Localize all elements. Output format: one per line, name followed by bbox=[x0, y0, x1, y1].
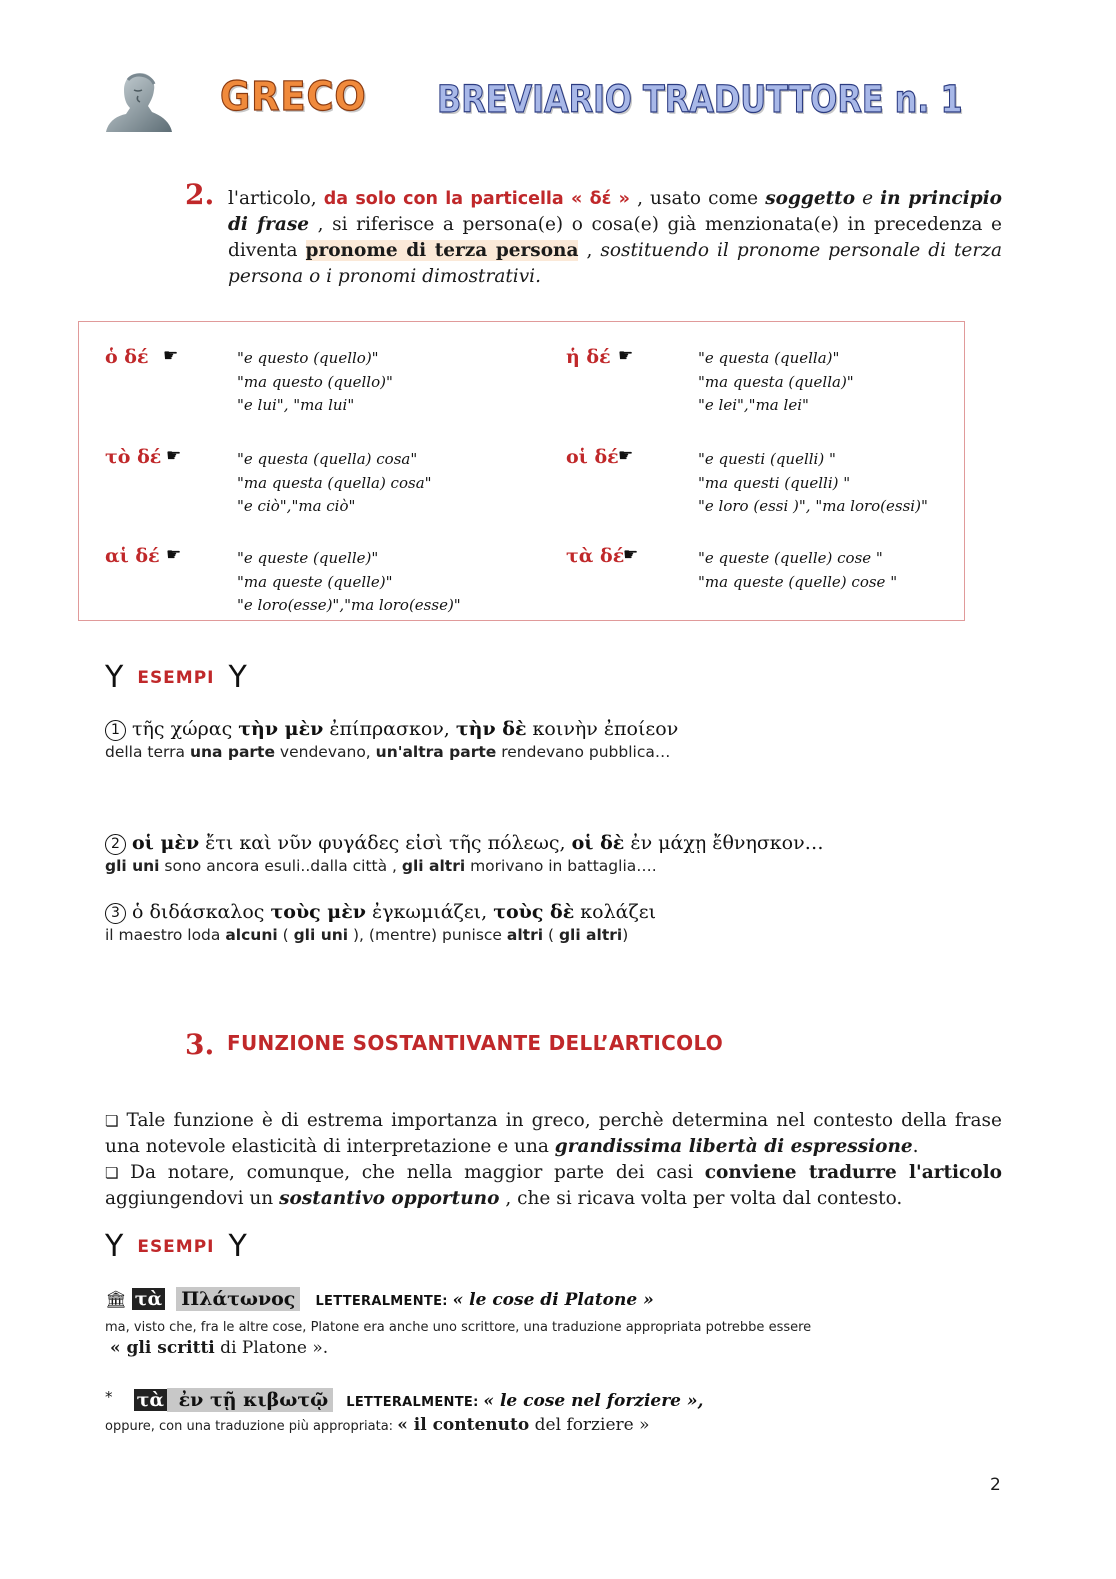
example-kibotos: * τὰ ἐν τῇ κιβωτῷ LETTERALMENTE: « le cose nel forziere », bbox=[105, 1388, 704, 1411]
translation: "e queste (quelle) cose " bbox=[698, 549, 883, 567]
section-3-number: 3. bbox=[185, 1028, 215, 1061]
emphasis: gli uni bbox=[105, 857, 160, 875]
principio-term: in principio di frase bbox=[228, 188, 1003, 235]
example-italian bbox=[105, 857, 824, 875]
emphasis: altri bbox=[506, 926, 544, 944]
text: l'articolo, bbox=[228, 188, 324, 209]
pronome-term: pronome di terza persona bbox=[305, 240, 579, 261]
text: rendevano pubblica… bbox=[496, 743, 671, 761]
emphasis: conviene tradurre l'articolo bbox=[704, 1162, 1003, 1183]
text: ( bbox=[543, 926, 559, 944]
translation-block bbox=[237, 347, 393, 418]
text: , si riferisce a persona(e) o cosa(e) già menzionata(e) in precedenza e diventa bbox=[228, 214, 1002, 261]
esempi-label: ESEMPI bbox=[137, 1237, 215, 1257]
paragraph-1 bbox=[105, 1108, 1002, 1160]
gk-article: αἱ δέ bbox=[105, 545, 160, 567]
text: « bbox=[110, 1338, 127, 1358]
particle-phrase: da solo con la particella « δέ » bbox=[323, 189, 630, 209]
text: ὁ διδάσκαλος bbox=[132, 901, 271, 923]
example-italian bbox=[105, 926, 656, 944]
translation: "e queste (quelle)" bbox=[237, 549, 379, 567]
text: . bbox=[912, 1136, 919, 1157]
emphasis: gli altri bbox=[401, 857, 466, 875]
checkbox-bullet-icon: ❏ bbox=[105, 1164, 119, 1182]
text: , bbox=[578, 240, 601, 261]
emphasis: οἱ μὲν bbox=[132, 832, 200, 854]
emphasis: τὴν μὲν bbox=[238, 718, 324, 740]
translation-block bbox=[237, 448, 432, 519]
text: sostituendo il pronome personale di terza persona o i pronomi dimostrativi. bbox=[228, 240, 1002, 287]
emphasis: grandissima libertà di espressione bbox=[554, 1136, 913, 1157]
text: , che si ricava volta per volta dal contesto. bbox=[499, 1188, 903, 1209]
translation-block bbox=[698, 347, 854, 418]
example-greek bbox=[105, 832, 824, 855]
section-2-number: 2. bbox=[185, 178, 215, 211]
greek-article: τὰ bbox=[134, 1389, 167, 1411]
pointing-hand-icon: ☛ bbox=[166, 545, 182, 565]
gk-article: οἱ δέ bbox=[566, 446, 619, 468]
text: κοινὴν ἐποίεον bbox=[526, 718, 679, 740]
letteralmente-label: LETTERALMENTE bbox=[315, 1294, 443, 1309]
text: Da notare, comunque, che nella maggior parte dei casi bbox=[118, 1162, 705, 1183]
gk-article: ἡ δέ bbox=[566, 346, 611, 368]
text: vendevano, bbox=[274, 743, 376, 761]
pointing-hand-icon: ☛ bbox=[166, 446, 182, 466]
asterisk: * bbox=[105, 1388, 113, 1406]
text: ) bbox=[622, 926, 629, 944]
text: κολάζει bbox=[574, 901, 657, 923]
appropriate-translation bbox=[110, 1338, 328, 1358]
emphasis: sostantivo opportuno bbox=[279, 1188, 500, 1209]
circled-number: 2 bbox=[105, 834, 126, 855]
emphasis: alcuni bbox=[225, 926, 278, 944]
literal-translation: « le cose nel forziere », bbox=[483, 1391, 704, 1411]
note: oppure, con una traduzione più appropriata: bbox=[105, 1419, 398, 1434]
header-left-title: GRECO bbox=[220, 74, 367, 120]
text: ἐγκωμιάζει, bbox=[365, 901, 494, 923]
translation: "ma questa (quella) cosa" bbox=[237, 473, 432, 492]
greek-word: Πλάτωνος bbox=[176, 1287, 300, 1311]
page-number: 2 bbox=[990, 1475, 1001, 1495]
greek-word: ἐν τῇ κιβωτῷ bbox=[167, 1388, 333, 1412]
text: di Platone ». bbox=[214, 1338, 329, 1358]
literal-translation: « le cose di Platone » bbox=[452, 1290, 654, 1310]
y-glyph: Y bbox=[228, 660, 247, 695]
circled-number: 3 bbox=[105, 903, 126, 924]
text: ἐν μάχῃ ἔθνησκον… bbox=[624, 832, 824, 854]
translation: "ma questo (quello)" bbox=[237, 372, 393, 391]
translation: "e questa (quella) cosa" bbox=[237, 450, 418, 468]
example-greek bbox=[105, 718, 678, 741]
pointing-hand-icon: ☛ bbox=[618, 446, 634, 466]
translation-block bbox=[698, 448, 928, 519]
section-3-title: FUNZIONE SOSTANTIVANTE DELL’ARTICOLO bbox=[227, 1031, 724, 1055]
emphasis: un'altra parte bbox=[375, 743, 497, 761]
y-glyph: Y bbox=[228, 1229, 247, 1264]
text: aggiungendovi un bbox=[105, 1188, 280, 1209]
bust-image bbox=[104, 68, 172, 132]
gk-article: τὸ δέ bbox=[105, 446, 162, 468]
example-italian bbox=[105, 743, 678, 761]
text: ἐπίπρασκον, bbox=[323, 718, 456, 740]
emphasis: οἱ δὲ bbox=[571, 832, 625, 854]
section-3-paragraph bbox=[105, 1108, 1002, 1212]
text: e bbox=[855, 188, 881, 209]
emphasis: gli scritti bbox=[126, 1338, 215, 1358]
gk-article: ὁ δέ bbox=[105, 346, 149, 368]
text: del forziere » bbox=[529, 1415, 650, 1435]
translation: "ma queste (quelle)" bbox=[237, 572, 393, 591]
text: Tale funzione è di estrema importanza in greco, perchè determina nel contesto della frase una notevole elasticità di interpretazione e una bbox=[105, 1110, 1002, 1157]
esempi-heading bbox=[105, 1229, 247, 1264]
esempi-heading bbox=[105, 660, 247, 695]
translation: "e ciò","ma ciò" bbox=[237, 497, 356, 515]
text: ἔτι καὶ νῦν φυγάδες εἰσὶ τῆς πόλεως, bbox=[199, 832, 572, 854]
emphasis: τοὺς μὲν bbox=[270, 901, 366, 923]
translation: "e lei","ma lei" bbox=[698, 396, 809, 414]
emphasis: τοὺς δὲ bbox=[493, 901, 575, 923]
esempi-label: ESEMPI bbox=[137, 668, 215, 688]
pointing-hand-icon: ☛ bbox=[623, 545, 639, 565]
example-1 bbox=[105, 718, 678, 761]
example-2 bbox=[105, 832, 824, 875]
building-icon: 🏛 bbox=[105, 1290, 127, 1310]
translation: "ma questa (quella)" bbox=[698, 372, 854, 391]
translation: "e loro (essi )", "ma loro(essi)" bbox=[698, 497, 928, 515]
circled-number: 1 bbox=[105, 720, 126, 741]
text: sono ancora esuli..dalla città , bbox=[159, 857, 402, 875]
emphasis: gli uni bbox=[293, 926, 349, 944]
example-platonos: 🏛 τὰ Πλάτωνος LETTERALMENTE: « le cose di Platone » bbox=[105, 1288, 654, 1310]
soggetto-term: soggetto bbox=[765, 188, 856, 209]
y-glyph: Y bbox=[105, 1229, 124, 1264]
emphasis: gli altri bbox=[558, 926, 623, 944]
paragraph-2 bbox=[105, 1160, 1002, 1212]
text: il maestro loda bbox=[105, 926, 226, 944]
translation: "ma questi (quelli) " bbox=[698, 473, 851, 492]
text: « bbox=[397, 1415, 414, 1435]
greek-article: τὰ bbox=[132, 1288, 165, 1310]
pointing-hand-icon: ☛ bbox=[618, 346, 634, 366]
text: ), (mentre) punisce bbox=[348, 926, 507, 944]
text: τῆς χώρας bbox=[132, 718, 239, 740]
note: ma, visto che, fra le altre cose, Platone era anche uno scrittore, una traduzione appropriata potrebbe essere bbox=[105, 1320, 812, 1335]
translation: "e loro(esse)","ma loro(esse)" bbox=[237, 596, 461, 614]
example-greek bbox=[105, 901, 656, 924]
translation: "e questo (quello)" bbox=[237, 349, 379, 367]
pointing-hand-icon: ☛ bbox=[163, 346, 179, 366]
translation-block bbox=[698, 547, 897, 594]
text: , usato come bbox=[630, 188, 766, 209]
translation: "ma queste (quelle) cose " bbox=[698, 572, 898, 591]
section-2-paragraph bbox=[228, 186, 1002, 290]
text: ( bbox=[277, 926, 294, 944]
translation-block bbox=[237, 547, 461, 618]
emphasis: τὴν δὲ bbox=[455, 718, 527, 740]
emphasis: il contenuto bbox=[413, 1415, 530, 1435]
text: della terra bbox=[105, 743, 190, 761]
emphasis: una parte bbox=[189, 743, 275, 761]
checkbox-bullet-icon: ❏ bbox=[105, 1112, 119, 1130]
gk-article: τὰ δέ bbox=[566, 545, 625, 567]
letteralmente-label: LETTERALMENTE bbox=[346, 1395, 474, 1410]
text: morivano in battaglia…. bbox=[465, 857, 657, 875]
y-glyph: Y bbox=[105, 660, 124, 695]
example-3 bbox=[105, 901, 656, 944]
header-right-title: BREVIARIO TRADUTTORE n. 1 bbox=[437, 78, 963, 121]
translation: "e questi (quelli) " bbox=[698, 450, 836, 468]
appropriate-translation bbox=[105, 1415, 650, 1435]
translation: "e questa (quella)" bbox=[698, 349, 840, 367]
translation: "e lui", "ma lui" bbox=[237, 396, 355, 414]
